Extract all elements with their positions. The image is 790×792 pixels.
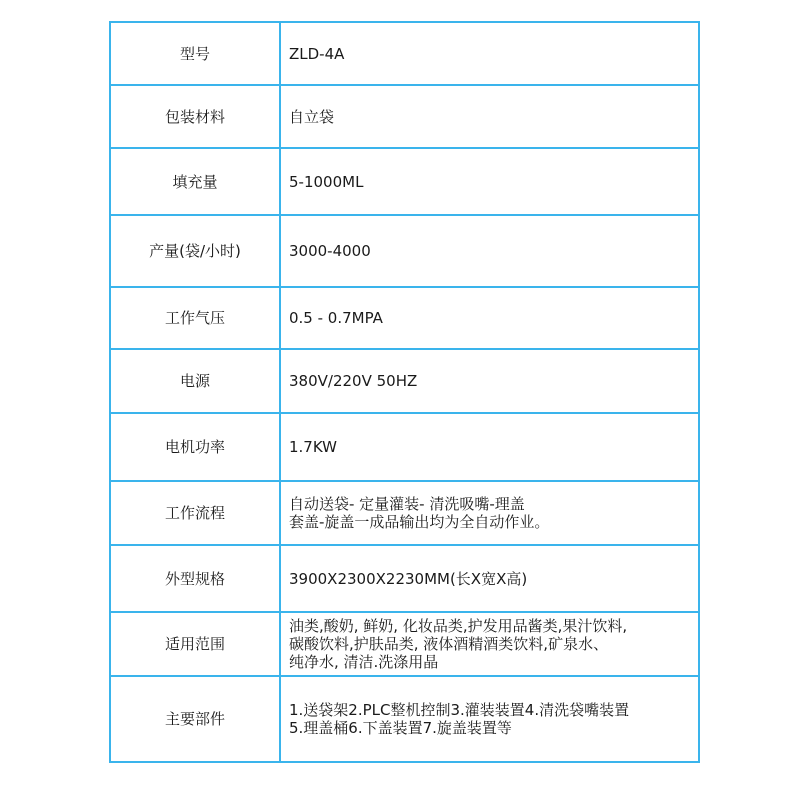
row-value: 自立袋 — [280, 85, 699, 148]
table-row — [110, 349, 699, 413]
row-value — [280, 612, 699, 676]
table-row — [110, 545, 699, 612]
table-row — [110, 413, 699, 481]
value-line: 1.送袋架2.PLC整机控制3.灌装装置4.清洗袋嘴装置 — [289, 701, 630, 719]
row-label: 工作流程 — [110, 481, 280, 545]
row-label: 工作气压 — [110, 287, 280, 349]
row-label: 产量(袋/小时) — [110, 215, 280, 287]
row-value — [280, 481, 699, 545]
table-row — [110, 612, 699, 676]
row-value: 1.7KW — [280, 413, 699, 481]
row-label: 适用范围 — [110, 612, 280, 676]
row-value: 3900X2300X2230MM(长X宽X高) — [280, 545, 699, 612]
value-line: 5.理盖桶6.下盖装置7.旋盖装置等 — [289, 719, 512, 737]
table-row — [110, 481, 699, 545]
row-value: 380V/220V 50HZ — [280, 349, 699, 413]
row-label: 主要部件 — [110, 676, 280, 762]
value-line: 自动送袋- 定量灌装- 清洗吸嘴-理盖 — [289, 495, 525, 513]
row-value: 3000-4000 — [280, 215, 699, 287]
value-line: 碳酸饮料,护肤品类, 液体酒精酒类饮料,矿泉水、 — [289, 635, 609, 653]
row-label: 包装材料 — [110, 85, 280, 148]
row-label: 外型规格 — [110, 545, 280, 612]
table-row — [110, 215, 699, 287]
table-row — [110, 676, 699, 762]
row-label: 填充量 — [110, 148, 280, 215]
row-label: 电机功率 — [110, 413, 280, 481]
row-value — [280, 676, 699, 762]
table-row — [110, 85, 699, 148]
value-line: 油类,酸奶, 鲜奶, 化妆品类,护发用品酱类,果汁饮料, — [289, 617, 628, 635]
row-label: 电源 — [110, 349, 280, 413]
table-row — [110, 22, 699, 85]
value-line: 套盖-旋盖一成品输出均为全自动作业。 — [289, 513, 550, 531]
row-value: ZLD-4A — [280, 22, 699, 85]
value-line: 纯净水, 清洁.洗涤用晶 — [289, 653, 439, 671]
table-row — [110, 148, 699, 215]
row-label: 型号 — [110, 22, 280, 85]
spec-table — [109, 21, 700, 763]
table-row — [110, 287, 699, 349]
row-value: 0.5 - 0.7MPA — [280, 287, 699, 349]
row-value: 5-1000ML — [280, 148, 699, 215]
